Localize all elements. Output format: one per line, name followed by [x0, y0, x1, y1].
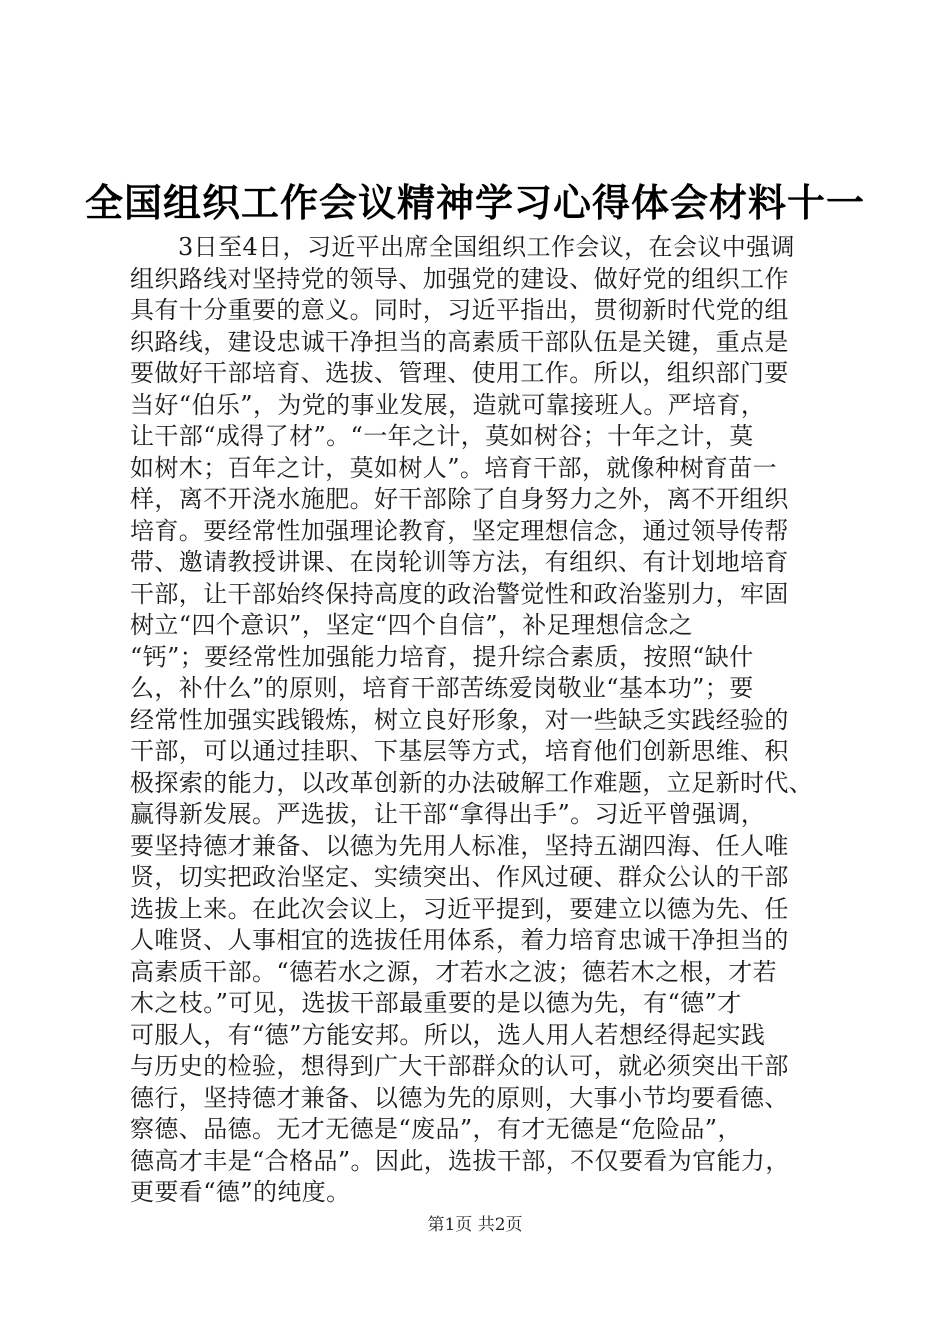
body-line: 赢得新发展。严选拔，让干部“拿得出手”。习近平曾强调， — [130, 800, 766, 828]
document-title: 全国组织工作会议精神学习心得体会材料十一 — [84, 180, 865, 225]
body-line: 察德、品德。无才无德是“废品”，有才无德是“危险品”， — [130, 1115, 742, 1143]
body-line: 样，离不开浇水施肥。好干部除了自身努力之外，离不开组织 — [130, 485, 789, 513]
body-line: 组织路线对坚持党的领导、加强党的建设、做好党的组织工作 — [130, 264, 789, 293]
body-paragraph — [130, 232, 830, 1209]
body-line: 带、邀请教授讲课、在岗轮训等方法，有组织、有计划地培育 — [130, 548, 789, 576]
page-indicator: 第1页 共2页 — [427, 1215, 523, 1235]
body-line: 要坚持德才兼备、以德为先用人标准，坚持五湖四海、任人唯 — [130, 831, 789, 860]
body-line: 极探索的能力，以改革创新的办法破解工作难题，立足新时代、 — [130, 768, 814, 797]
body-line: 干部，可以通过挂职、下基层等方式，培育他们创新思维、积 — [130, 737, 789, 765]
body-line: 德行，坚持德才兼备、以德为先的原则，大事小节均要看德、 — [130, 1083, 789, 1112]
body-line: 德高才丰是“合格品”。因此，选拔干部，不仅要看为官能力， — [130, 1146, 790, 1175]
body-line: 经常性加强实践锻炼，树立良好形象，对一些缺乏实践经验的 — [130, 705, 789, 734]
body-line: 具有十分重要的意义。同时，习近平指出，贯彻新时代党的组 — [130, 296, 789, 324]
page-footer — [0, 1213, 950, 1237]
document-body — [130, 232, 830, 1209]
body-line: 3日至4日，习近平出席全国组织工作会议，在会议中强调 — [178, 233, 795, 261]
body-line: 贤，切实把政治坚定、实绩突出、作风过硬、群众公认的干部 — [130, 863, 789, 891]
body-line: 当好“伯乐”，为党的事业发展，造就可靠接班人。严培育， — [130, 390, 766, 419]
body-line: 与历史的检验，想得到广大干部群众的认可，就必须突出干部 — [130, 1052, 789, 1080]
body-line: 培育。要经常性加强理论教育，坚定理想信念，通过领导传帮 — [130, 516, 789, 545]
body-line: “钙”；要经常性加强能力培育，提升综合素质，按照“缺什 — [130, 642, 754, 671]
body-line: 高素质干部。“德若水之源，才若水之波；德若木之根，才若 — [130, 957, 778, 986]
body-line: 如树木；百年之计，莫如树人”。培育干部，就像种树育苗一 — [130, 453, 778, 482]
body-line: 更要看“德”的纯度。 — [130, 1178, 351, 1206]
body-line: 么，补什么”的原则，培育干部苦练爱岗敬业“基本功”；要 — [130, 674, 754, 702]
body-line: 干部，让干部始终保持高度的政治警觉性和政治鉴别力，牢固 — [130, 579, 789, 608]
body-line: 让干部“成得了材”。“一年之计，莫如树谷；十年之计，莫 — [130, 422, 754, 450]
body-line: 要做好干部培育、选拔、管理、使用工作。所以，组织部门要 — [130, 359, 789, 387]
body-line: 木之枝。”可见，选拔干部最重要的是以德为先，有“德”才 — [130, 989, 742, 1017]
body-line: 树立“四个意识”，坚定“四个自信”，补足理想信念之 — [130, 611, 694, 639]
body-line: 织路线，建设忠诚干净担当的高素质干部队伍是关键，重点是 — [130, 327, 789, 356]
body-line: 可服人，有“德”方能安邦。所以，选人用人若想经得起实践 — [130, 1020, 766, 1049]
body-line: 人唯贤、人事相宜的选拔任用体系，着力培育忠诚干净担当的 — [130, 926, 789, 954]
body-line: 选拔上来。在此次会议上，习近平提到，要建立以德为先、任 — [130, 894, 789, 923]
